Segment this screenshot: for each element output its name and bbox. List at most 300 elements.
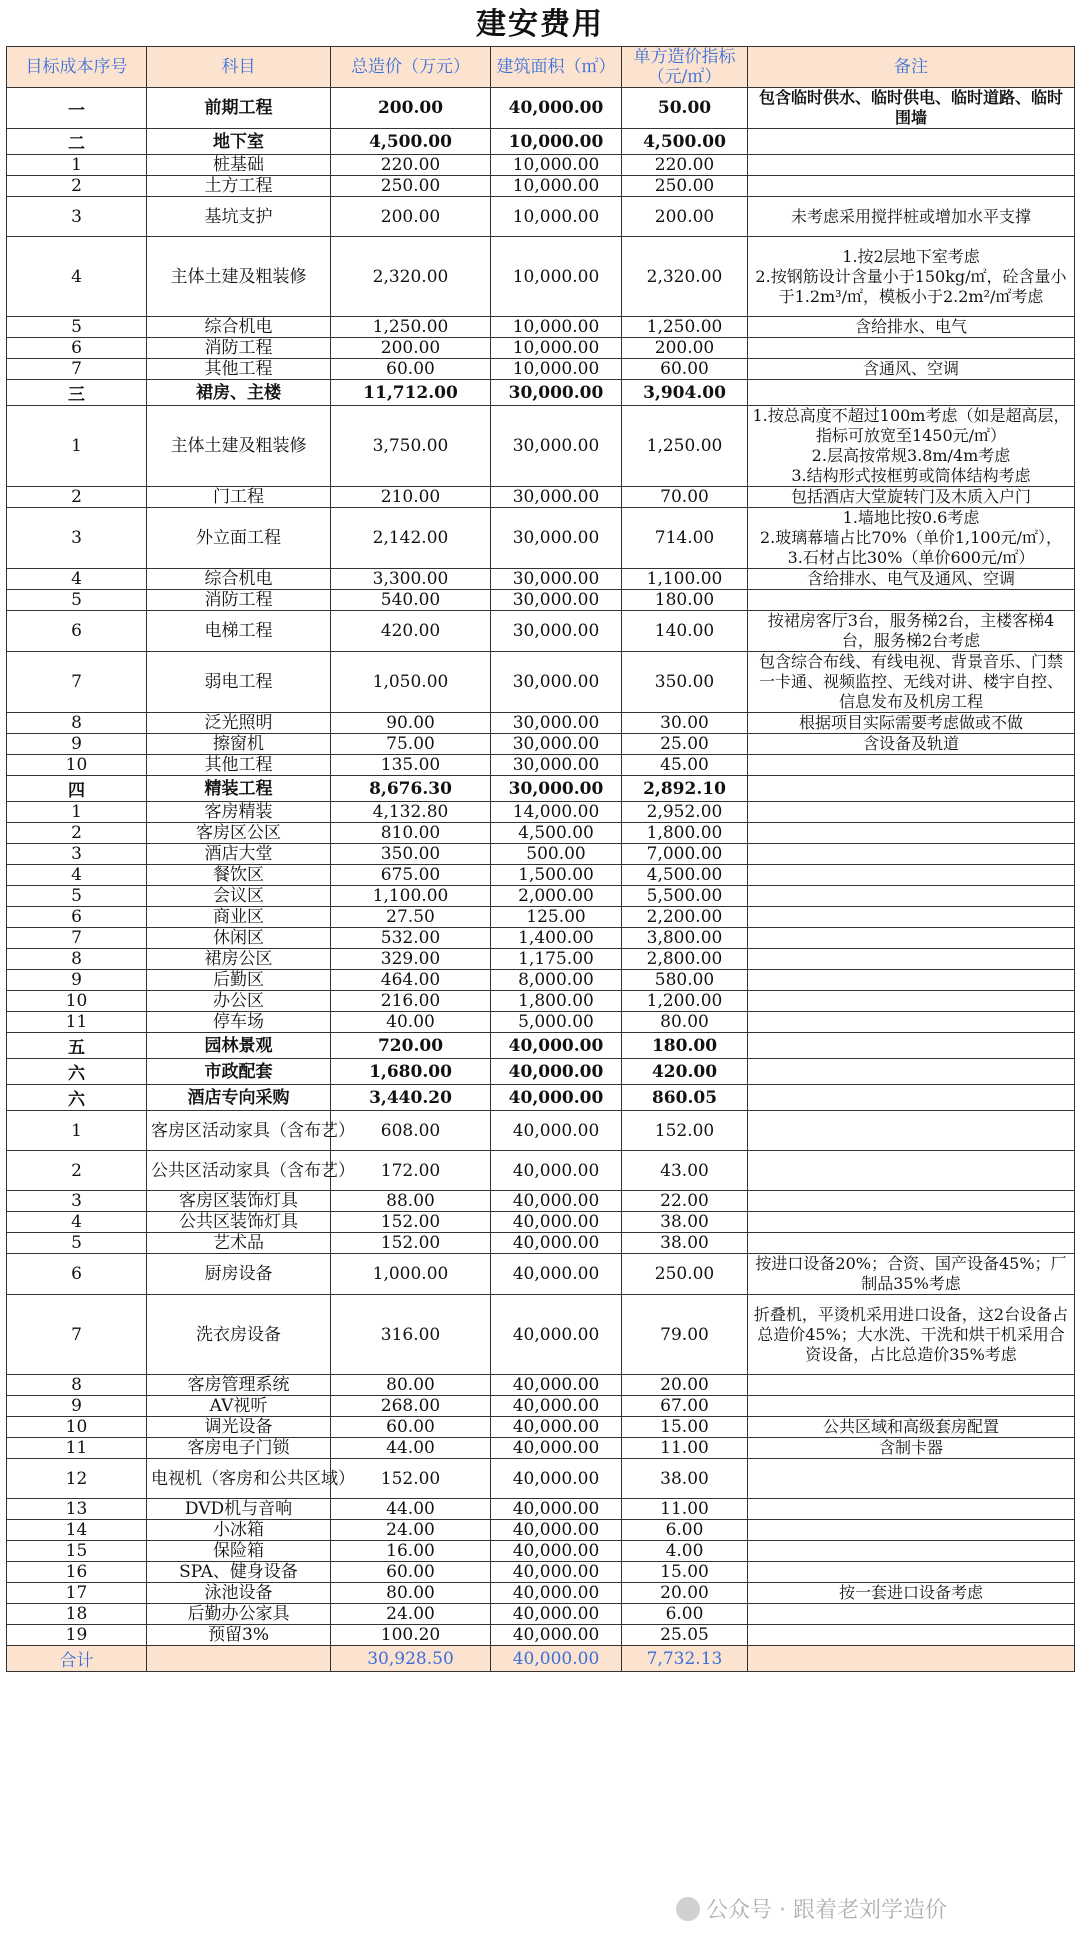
table-row (7, 970, 1075, 991)
cell-area: 10,000.00 (491, 155, 622, 176)
cell-no: 9 (7, 1396, 147, 1417)
cell-no: 9 (7, 734, 147, 755)
cell-no: 13 (7, 1499, 147, 1520)
table-row (7, 359, 1075, 380)
cell-unit: 22.00 (622, 1191, 748, 1212)
cell-item: 裙房、主楼 (147, 380, 331, 406)
cell-item: 预留3% (147, 1625, 331, 1646)
cell-no: 10 (7, 991, 147, 1012)
cell-item: 泛光照明 (147, 713, 331, 734)
cell-total: 2,142.00 (331, 508, 491, 569)
cell-total: 200.00 (331, 88, 491, 129)
cell-item: 其他工程 (147, 359, 331, 380)
cell-note (748, 949, 1075, 970)
cell-area: 30,000.00 (491, 569, 622, 590)
cell-area: 40,000.00 (491, 1499, 622, 1520)
cell-no: 5 (7, 590, 147, 611)
cell-item: 办公区 (147, 991, 331, 1012)
cell-unit: 180.00 (622, 590, 748, 611)
cell-total: 2,320.00 (331, 237, 491, 317)
table-row (7, 1085, 1075, 1111)
cell-unit: 60.00 (622, 359, 748, 380)
table-row (7, 406, 1075, 487)
cell-total: 540.00 (331, 590, 491, 611)
cell-unit: 20.00 (622, 1583, 748, 1604)
cell-item: 餐饮区 (147, 865, 331, 886)
cell-note (748, 1012, 1075, 1033)
cell-note: 1.墙地比按0.6考虑 2.玻璃幕墙占比70%（单价1,100元/㎡）， 3.石材占比30%（单价600元/㎡） (748, 508, 1075, 569)
cell-unit: 15.00 (622, 1417, 748, 1438)
cell-unit: 4,500.00 (622, 865, 748, 886)
table-row (7, 1375, 1075, 1396)
cell-unit: 200.00 (622, 197, 748, 237)
cell-unit: 15.00 (622, 1562, 748, 1583)
cell-area: 40,000.00 (491, 1396, 622, 1417)
cell-unit: 420.00 (622, 1059, 748, 1085)
cell-unit: 1,250.00 (622, 406, 748, 487)
cell-no: 7 (7, 359, 147, 380)
cell-unit: 152.00 (622, 1111, 748, 1151)
cell-item: 精装工程 (147, 776, 331, 802)
table-row (7, 1212, 1075, 1233)
cell-unit: 714.00 (622, 508, 748, 569)
header-no: 目标成本序号 (7, 47, 147, 88)
cell-no: 10 (7, 1417, 147, 1438)
cell-total: 16.00 (331, 1541, 491, 1562)
cell-unit: 1,200.00 (622, 991, 748, 1012)
cell-area: 10,000.00 (491, 338, 622, 359)
table-row (7, 1541, 1075, 1562)
table-row (7, 317, 1075, 338)
cell-total: 4,132.80 (331, 802, 491, 823)
cell-no: 18 (7, 1604, 147, 1625)
cell-no: 一 (7, 88, 147, 129)
cell-item: 后勤办公家具 (147, 1604, 331, 1625)
cell-area: 40,000.00 (491, 1459, 622, 1499)
cell-no: 12 (7, 1459, 147, 1499)
cell-unit: 25.05 (622, 1625, 748, 1646)
table-row (7, 1059, 1075, 1085)
cell-no: 4 (7, 1212, 147, 1233)
cell-note (748, 1111, 1075, 1151)
cell-note (748, 907, 1075, 928)
cell-item: 厨房设备 (147, 1254, 331, 1295)
cell-note: 1.按总高度不超过100m考虑（如是超高层，指标可放宽至1450元/㎡） 2.层高按常规3.8m/4m考虑 3.结构形式按框剪或筒体结构考虑 (748, 406, 1075, 487)
cell-unit: 45.00 (622, 755, 748, 776)
cell-note (748, 1499, 1075, 1520)
cell-total: 172.00 (331, 1151, 491, 1191)
cell-total: 1,100.00 (331, 886, 491, 907)
cell-total: 1,050.00 (331, 652, 491, 713)
cell-item: 后勤区 (147, 970, 331, 991)
cell-no: 16 (7, 1562, 147, 1583)
table-row (7, 1191, 1075, 1212)
cell-no: 17 (7, 1583, 147, 1604)
cell-area: 14,000.00 (491, 802, 622, 823)
total-note (748, 1646, 1075, 1672)
cell-no: 3 (7, 197, 147, 237)
page-title: 建安费用 (476, 7, 604, 42)
cell-item: 公共区装饰灯具 (147, 1212, 331, 1233)
cell-unit: 11.00 (622, 1499, 748, 1520)
cell-total: 152.00 (331, 1212, 491, 1233)
cell-note (748, 1625, 1075, 1646)
cell-note (748, 176, 1075, 197)
cell-total: 24.00 (331, 1520, 491, 1541)
cell-no: 6 (7, 1254, 147, 1295)
cell-note: 包含综合布线、有线电视、背景音乐、门禁一卡通、视频监控、无线对讲、楼宇自控、信息发布及机房工程 (748, 652, 1075, 713)
cell-total: 24.00 (331, 1604, 491, 1625)
cell-unit: 38.00 (622, 1233, 748, 1254)
cell-unit: 2,800.00 (622, 949, 748, 970)
cell-unit: 38.00 (622, 1459, 748, 1499)
cell-total: 268.00 (331, 1396, 491, 1417)
cell-area: 40,000.00 (491, 1625, 622, 1646)
cell-no: 5 (7, 317, 147, 338)
table-row (7, 1499, 1075, 1520)
cell-item: AV视听 (147, 1396, 331, 1417)
cell-no: 3 (7, 844, 147, 865)
cell-total: 152.00 (331, 1233, 491, 1254)
cell-total: 350.00 (331, 844, 491, 865)
cell-no: 2 (7, 823, 147, 844)
cell-total: 135.00 (331, 755, 491, 776)
cell-unit: 250.00 (622, 176, 748, 197)
table-row (7, 1459, 1075, 1499)
cell-unit: 20.00 (622, 1375, 748, 1396)
cell-total: 27.50 (331, 907, 491, 928)
table-row (7, 865, 1075, 886)
cell-area: 1,800.00 (491, 991, 622, 1012)
cell-area: 40,000.00 (491, 1033, 622, 1059)
cell-item: 门工程 (147, 487, 331, 508)
cell-total: 1,250.00 (331, 317, 491, 338)
cell-item: 裙房公区 (147, 949, 331, 970)
cell-item: 酒店大堂 (147, 844, 331, 865)
cell-area: 8,000.00 (491, 970, 622, 991)
cell-area: 40,000.00 (491, 1375, 622, 1396)
cell-no: 2 (7, 1151, 147, 1191)
cell-total: 1,680.00 (331, 1059, 491, 1085)
cell-area: 30,000.00 (491, 611, 622, 652)
cell-item: SPA、健身设备 (147, 1562, 331, 1583)
cell-area: 40,000.00 (491, 1233, 622, 1254)
cell-note: 未考虑采用搅拌桩或增加水平支撑 (748, 197, 1075, 237)
watermark-text: 公众号 · 跟着老刘学造价 (706, 1898, 947, 1923)
cell-note: 含设备及轨道 (748, 734, 1075, 755)
cell-area: 40,000.00 (491, 1254, 622, 1295)
cell-area: 40,000.00 (491, 1191, 622, 1212)
cell-item: 擦窗机 (147, 734, 331, 755)
table-row (7, 88, 1075, 129)
cell-total: 1,000.00 (331, 1254, 491, 1295)
cell-no: 7 (7, 928, 147, 949)
watermark (676, 1896, 947, 1926)
cell-total: 220.00 (331, 155, 491, 176)
table-row (7, 1604, 1075, 1625)
table-row (7, 886, 1075, 907)
cell-no: 11 (7, 1438, 147, 1459)
cell-unit: 70.00 (622, 487, 748, 508)
table-row (7, 197, 1075, 237)
cell-no: 5 (7, 886, 147, 907)
cell-note (748, 1396, 1075, 1417)
table-row (7, 569, 1075, 590)
cell-note: 公共区域和高级套房配置 (748, 1417, 1075, 1438)
cell-unit: 6.00 (622, 1520, 748, 1541)
cell-no: 11 (7, 1012, 147, 1033)
cell-total: 3,300.00 (331, 569, 491, 590)
table-row (7, 1583, 1075, 1604)
cell-note: 折叠机，平烫机采用进口设备，这2台设备占总造价45%；大水洗、干洗和烘干机采用合资设备，占比总造价35%考虑 (748, 1295, 1075, 1375)
cell-item: 主体土建及粗装修 (147, 406, 331, 487)
cell-unit: 2,892.10 (622, 776, 748, 802)
table-row (7, 844, 1075, 865)
cell-unit: 2,320.00 (622, 237, 748, 317)
cell-item: 洗衣房设备 (147, 1295, 331, 1375)
cell-no: 4 (7, 865, 147, 886)
cell-no: 2 (7, 487, 147, 508)
table-row (7, 129, 1075, 155)
cell-note (748, 1541, 1075, 1562)
cell-unit: 25.00 (622, 734, 748, 755)
cell-note (748, 1059, 1075, 1085)
cell-note: 含给排水、电气及通风、空调 (748, 569, 1075, 590)
cell-unit: 67.00 (622, 1396, 748, 1417)
cell-unit: 860.05 (622, 1085, 748, 1111)
table-row (7, 380, 1075, 406)
cell-item: 泳池设备 (147, 1583, 331, 1604)
cell-item: 会议区 (147, 886, 331, 907)
cell-total: 464.00 (331, 970, 491, 991)
cell-total: 210.00 (331, 487, 491, 508)
table-row (7, 1254, 1075, 1295)
cell-area: 30,000.00 (491, 508, 622, 569)
cell-note (748, 1151, 1075, 1191)
cell-area: 40,000.00 (491, 1059, 622, 1085)
header-item: 科目 (147, 47, 331, 88)
table-row (7, 508, 1075, 569)
cell-note (748, 1212, 1075, 1233)
cell-item: 消防工程 (147, 590, 331, 611)
cell-unit: 3,904.00 (622, 380, 748, 406)
cell-total: 80.00 (331, 1375, 491, 1396)
cell-no: 9 (7, 970, 147, 991)
table-row (7, 1012, 1075, 1033)
table-row (7, 338, 1075, 359)
cell-note (748, 970, 1075, 991)
table-row (7, 907, 1075, 928)
cell-total: 60.00 (331, 1562, 491, 1583)
cell-area: 30,000.00 (491, 755, 622, 776)
cell-unit: 1,800.00 (622, 823, 748, 844)
cell-item: 电梯工程 (147, 611, 331, 652)
cell-item: 市政配套 (147, 1059, 331, 1085)
cell-note (748, 380, 1075, 406)
table-row (7, 1625, 1075, 1646)
cell-area: 40,000.00 (491, 1151, 622, 1191)
cell-note (748, 776, 1075, 802)
cell-unit: 4.00 (622, 1541, 748, 1562)
cell-area: 10,000.00 (491, 317, 622, 338)
total-item (147, 1646, 331, 1672)
cell-no: 1 (7, 1111, 147, 1151)
table-row (7, 176, 1075, 197)
cell-note (748, 1191, 1075, 1212)
cell-item: 客房区活动家具（含布艺） (147, 1111, 331, 1151)
cell-total: 80.00 (331, 1583, 491, 1604)
cell-area: 30,000.00 (491, 487, 622, 508)
cell-note: 含通风、空调 (748, 359, 1075, 380)
cell-no: 4 (7, 237, 147, 317)
cell-total: 608.00 (331, 1111, 491, 1151)
cell-unit: 6.00 (622, 1604, 748, 1625)
cell-area: 1,400.00 (491, 928, 622, 949)
cell-total: 152.00 (331, 1459, 491, 1499)
cell-no: 14 (7, 1520, 147, 1541)
cell-no: 8 (7, 1375, 147, 1396)
cell-area: 2,000.00 (491, 886, 622, 907)
table-row (7, 1033, 1075, 1059)
cell-item: 其他工程 (147, 755, 331, 776)
cell-area: 40,000.00 (491, 1417, 622, 1438)
cell-unit: 11.00 (622, 1438, 748, 1459)
cell-unit: 3,800.00 (622, 928, 748, 949)
cell-total: 60.00 (331, 1417, 491, 1438)
cell-total: 329.00 (331, 949, 491, 970)
cell-note (748, 1375, 1075, 1396)
cell-area: 30,000.00 (491, 590, 622, 611)
table-row (7, 755, 1075, 776)
cell-unit: 5,500.00 (622, 886, 748, 907)
cell-no: 7 (7, 652, 147, 713)
cell-unit: 38.00 (622, 1212, 748, 1233)
table-row (7, 1295, 1075, 1375)
cell-note (748, 991, 1075, 1012)
cell-note: 包含临时供水、临时供电、临时道路、临时围墙 (748, 88, 1075, 129)
cell-unit: 2,952.00 (622, 802, 748, 823)
cell-no: 四 (7, 776, 147, 802)
cell-no: 3 (7, 508, 147, 569)
total-area: 40,000.00 (491, 1646, 622, 1672)
cell-area: 1,500.00 (491, 865, 622, 886)
cell-area: 10,000.00 (491, 359, 622, 380)
cell-total: 532.00 (331, 928, 491, 949)
cell-total: 100.20 (331, 1625, 491, 1646)
cell-area: 30,000.00 (491, 713, 622, 734)
cell-no: 19 (7, 1625, 147, 1646)
table-row (7, 1417, 1075, 1438)
cell-note (748, 1604, 1075, 1625)
cell-total: 90.00 (331, 713, 491, 734)
cell-area: 1,175.00 (491, 949, 622, 970)
cell-no: 10 (7, 755, 147, 776)
cell-total: 3,750.00 (331, 406, 491, 487)
cell-no: 8 (7, 713, 147, 734)
cost-table (6, 46, 1075, 1672)
table-row (7, 1562, 1075, 1583)
cell-item: DVD机与音响 (147, 1499, 331, 1520)
cell-total: 200.00 (331, 338, 491, 359)
cell-area: 40,000.00 (491, 1111, 622, 1151)
cell-unit: 220.00 (622, 155, 748, 176)
table-row (7, 237, 1075, 317)
cell-area: 40,000.00 (491, 1212, 622, 1233)
cell-unit: 79.00 (622, 1295, 748, 1375)
cell-no: 六 (7, 1059, 147, 1085)
cell-area: 10,000.00 (491, 197, 622, 237)
cell-item: 公共区活动家具（含布艺） (147, 1151, 331, 1191)
cell-unit: 43.00 (622, 1151, 748, 1191)
cell-note (748, 590, 1075, 611)
cell-area: 40,000.00 (491, 1604, 622, 1625)
cell-item: 调光设备 (147, 1417, 331, 1438)
table-row (7, 734, 1075, 755)
cell-note: 按一套进口设备考虑 (748, 1583, 1075, 1604)
cell-area: 40,000.00 (491, 1295, 622, 1375)
cell-item: 客房区装饰灯具 (147, 1191, 331, 1212)
table-row (7, 802, 1075, 823)
cell-no: 8 (7, 949, 147, 970)
header-unit: 单方造价指标（元/㎡） (622, 47, 748, 88)
cell-note (748, 865, 1075, 886)
cell-area: 30,000.00 (491, 406, 622, 487)
cell-area: 40,000.00 (491, 1541, 622, 1562)
cell-item: 主体土建及粗装修 (147, 237, 331, 317)
header-total: 总造价（万元） (331, 47, 491, 88)
cell-note (748, 1233, 1075, 1254)
cell-no: 7 (7, 1295, 147, 1375)
table-row (7, 991, 1075, 1012)
wechat-icon (676, 1897, 700, 1921)
table-row (7, 1233, 1075, 1254)
cell-no: 3 (7, 1191, 147, 1212)
cell-total: 675.00 (331, 865, 491, 886)
cell-unit: 7,000.00 (622, 844, 748, 865)
cell-item: 地下室 (147, 129, 331, 155)
cell-note (748, 1085, 1075, 1111)
cell-item: 综合机电 (147, 569, 331, 590)
total-label: 合计 (7, 1646, 147, 1672)
cell-area: 40,000.00 (491, 1520, 622, 1541)
cell-no: 6 (7, 907, 147, 928)
cell-item: 桩基础 (147, 155, 331, 176)
cell-area: 5,000.00 (491, 1012, 622, 1033)
cell-no: 15 (7, 1541, 147, 1562)
table-row (7, 776, 1075, 802)
cell-item: 土方工程 (147, 176, 331, 197)
table-body (7, 88, 1075, 1646)
cell-total: 420.00 (331, 611, 491, 652)
cell-note (748, 886, 1075, 907)
cell-area: 30,000.00 (491, 734, 622, 755)
cell-area: 40,000.00 (491, 1562, 622, 1583)
cell-unit: 4,500.00 (622, 129, 748, 155)
cell-area: 30,000.00 (491, 380, 622, 406)
total-unit: 7,732.13 (622, 1646, 748, 1672)
cell-unit: 140.00 (622, 611, 748, 652)
cell-item: 电视机（客房和公共区域） (147, 1459, 331, 1499)
cell-total: 720.00 (331, 1033, 491, 1059)
cell-note: 含给排水、电气 (748, 317, 1075, 338)
cell-item: 外立面工程 (147, 508, 331, 569)
cell-total: 250.00 (331, 176, 491, 197)
cell-total: 4,500.00 (331, 129, 491, 155)
cell-total: 8,676.30 (331, 776, 491, 802)
table-row (7, 590, 1075, 611)
cell-note (748, 338, 1075, 359)
table-row (7, 823, 1075, 844)
